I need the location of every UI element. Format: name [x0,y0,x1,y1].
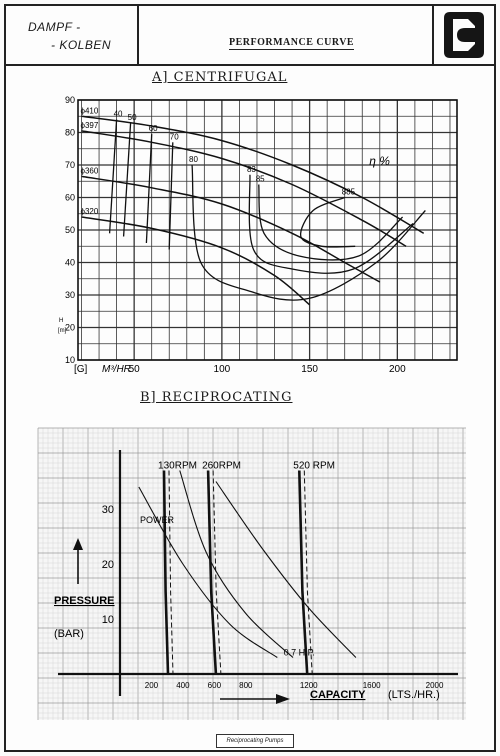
efficiency-curve-885 [301,198,356,248]
logo-box [432,6,494,64]
x-tick-label: 400 [176,681,190,690]
reciprocating-chart-svg [38,428,466,720]
efficiency-curve-85 [259,185,403,260]
x-tick-label: 2000 [425,681,444,690]
document-title: PERFORMANCE CURVE [229,37,355,48]
efficiency-label-60: 60 [148,124,158,134]
x-axis-label: CAPACITY [310,689,366,701]
y-tick-label: 30 [64,290,75,300]
x-axis-unit: (LTS./HR.) [388,689,440,701]
y-tick-label: 20 [101,559,114,571]
company-name-line2: - KOLBEN [51,38,112,52]
series-label-410: ϕ410 [80,106,99,116]
panel-label: [G] [74,364,88,375]
company-name-line1: DAMPF - [28,20,81,34]
y-axis-unit: [m] [58,328,67,334]
chart-a-title: A] CENTRIFUGAL [152,70,288,85]
efficiency-curve-40 [110,120,117,234]
y-tick-label: 50 [64,225,75,235]
y-tick-label: 20 [64,322,75,333]
series-label-360: ϕ360 [80,166,99,176]
x-tick-label: 200 [144,681,159,690]
centrifugal-chart [58,95,461,376]
y-axis-unit: (BAR) [54,628,84,640]
brand-logo-icon [444,12,484,58]
x-tick-label: 150 [301,364,318,375]
series-label-520-rpm: 520 RPM [293,460,335,472]
efficiency-curve-60 [146,134,151,243]
y-axis-arrow-head [73,538,83,550]
series-520-rpm [299,471,307,675]
y-tick-label: 10 [101,614,114,626]
y-tick-label: 90 [64,95,75,105]
series-label-260rpm: 260RPM [202,460,241,472]
series-label-320: ϕ320 [80,207,99,216]
series-397 [82,131,407,246]
header [6,6,494,66]
efficiency-label-85: 85 [255,174,265,184]
x-tick-label: 100 [213,364,231,375]
series-label-397: ϕ397 [80,120,99,130]
x-tick-label: 50 [128,364,140,375]
series-dashed-130rpm [169,471,173,675]
x-tick-label: 1200 [299,681,318,690]
y-tick-label: 70 [64,160,75,170]
y-tick-label: 40 [64,257,75,268]
footer-label: Reciprocating Pumps [216,734,294,748]
efficiency-label-40: 40 [113,109,123,119]
x-tick-label: 1600 [362,681,381,690]
x-tick-label: 600 [207,681,222,690]
y-tick-label: 60 [64,192,75,203]
centrifugal-chart-svg [58,95,461,376]
power-label: POWER [140,515,175,525]
series-130rpm [164,471,168,675]
efficiency-label-80: 80 [189,155,198,164]
efficiency-symbol-label: η % [369,154,390,168]
y-tick-label: 30 [101,504,114,516]
y-tick-label: 80 [64,127,75,138]
y-axis-label: PRESSURE [54,595,115,607]
y-tick-label: 10 [64,355,75,365]
x-axis-label: M³/HR [102,364,131,375]
x-tick-label: 200 [388,364,406,375]
efficiency-label-885: 885 [341,187,356,197]
efficiency-label-70: 70 [169,132,179,142]
company-box [6,6,139,64]
reciprocating-chart [38,428,466,720]
efficiency-curve-50 [124,123,131,237]
efficiency-label-83: 83 [246,164,256,174]
series-label-130rpm: 130RPM [158,460,197,472]
chart-b-title: B] RECIPROCATING [140,390,293,405]
y-axis-label: H [59,318,64,324]
x-tick-label: 800 [239,681,253,690]
efficiency-curve-80 [192,165,425,300]
series-260rpm [208,471,216,675]
power-annotation: 0.7 H.P. [283,647,315,658]
efficiency-label-50: 50 [127,112,137,122]
